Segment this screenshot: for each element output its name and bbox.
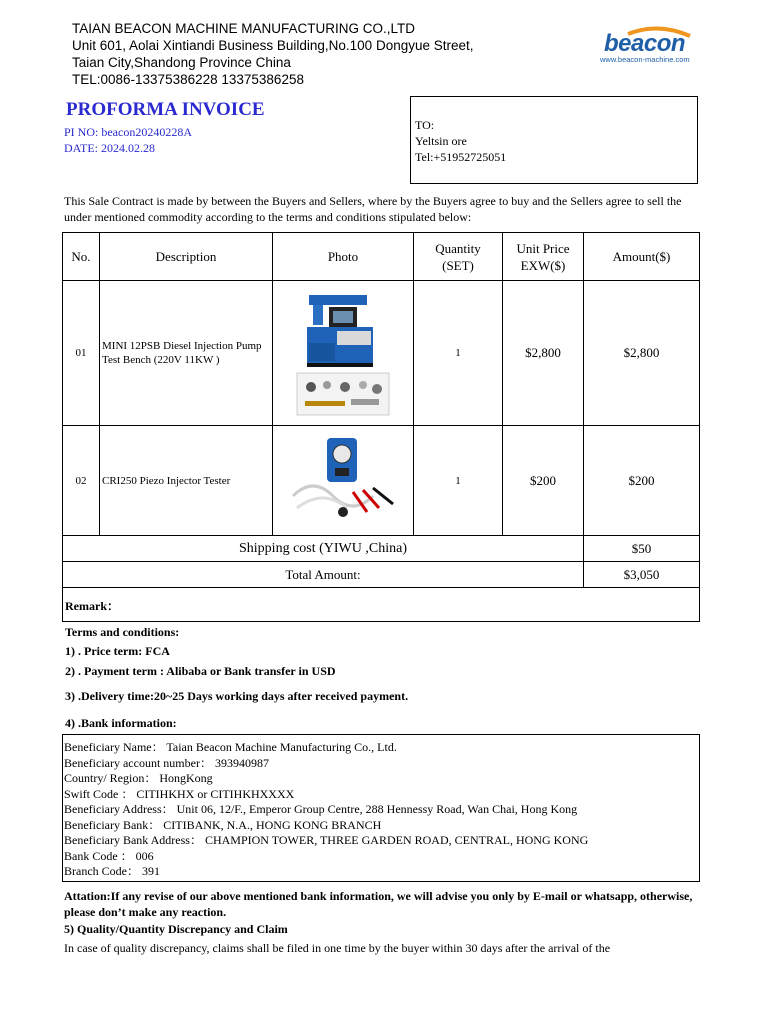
row-description: MINI 12PSB Diesel Injection Pump Test Bench (220V 11KW ) xyxy=(100,281,273,426)
shipping-amount: $50 xyxy=(584,536,700,562)
bank-line: Bank Code ： 006 xyxy=(64,848,154,863)
beacon-logo xyxy=(598,26,708,70)
shipping-row xyxy=(63,536,700,562)
bank-line: Beneficiary account number： 393940987 xyxy=(64,755,269,770)
price-term: 1) . Price term: FCA xyxy=(65,644,170,658)
row-photo xyxy=(273,426,414,536)
test-bench-photo-icon xyxy=(293,289,393,417)
bank-line: Beneficiary Bank： CITIBANK, N.A., HONG KONG BRANCH xyxy=(64,817,382,832)
quality-heading: 5) Quality/Quantity Discrepancy and Claim xyxy=(64,922,288,936)
attention-note: Attation:If any revise of our above mentioned bank information, we will advise you only by E-mail or whatsapp, otherwise, please don’t make any reaction. xyxy=(64,889,693,919)
table-header-row xyxy=(63,233,700,281)
bank-line: Beneficiary Address： Unit 06, 12/F., Emperor Group Centre, 288 Hennessy Road, Wan Chai, Hong Kong xyxy=(64,802,578,816)
recipient-tel: Tel:+51952725051 xyxy=(415,150,507,164)
logo-text: beacon xyxy=(604,30,686,57)
row-no: 01 xyxy=(63,281,100,426)
row-amount: $2,800 xyxy=(584,281,700,426)
header-description: Description xyxy=(100,233,273,281)
bank-line: Beneficiary Bank Address： CHAMPION TOWER, THREE GARDEN ROAD, CENTRAL, HONG KONG xyxy=(64,833,589,847)
bank-line: Country/ Region： HongKong xyxy=(64,771,213,785)
remark-box xyxy=(62,588,700,622)
injector-tester-photo-icon xyxy=(283,436,403,526)
items-table xyxy=(62,232,700,588)
delivery-term: 3) .Delivery time:20~25 Days working days after received payment. xyxy=(65,689,409,703)
total-label: Total Amount: xyxy=(63,562,584,588)
company-tel: TEL:0086-13375386228 13375386258 xyxy=(72,72,304,87)
company-address-line1: Unit 601, Aolai Xintiandi Business Building,No.100 Dongyue Street, xyxy=(72,38,474,53)
invoice-title: PROFORMA INVOICE xyxy=(66,99,265,120)
logo-url: www.beacon-machine.com xyxy=(600,55,690,64)
company-header xyxy=(72,20,474,88)
row-no: 02 xyxy=(63,426,100,536)
recipient-name: Yeltsin ore xyxy=(415,134,467,148)
recipient-box xyxy=(410,96,698,184)
table-row xyxy=(63,426,700,536)
bank-heading: 4) .Bank information: xyxy=(65,716,177,730)
row-description: CRI250 Piezo Injector Tester xyxy=(100,426,273,536)
claim-text: In case of quality discrepancy, claims shall be filed in one time by the buyer within 30 days after the arrival of the xyxy=(64,941,611,955)
remark-label: Remark： xyxy=(65,599,119,613)
table-row xyxy=(63,281,700,426)
to-label: TO: xyxy=(415,118,435,132)
row-quantity: 1 xyxy=(414,281,503,426)
row-unit-price: $200 xyxy=(503,426,584,536)
header-unit-price: Unit Price EXW($) xyxy=(503,233,584,281)
row-unit-price: $2,800 xyxy=(503,281,584,426)
bank-line: Branch Code： 391 xyxy=(64,864,160,878)
row-photo xyxy=(273,281,414,426)
row-amount: $200 xyxy=(584,426,700,536)
header-amount: Amount($) xyxy=(584,233,700,281)
terms-heading: Terms and conditions: xyxy=(65,625,180,639)
company-address-line2: Taian City,Shandong Province China xyxy=(72,55,291,70)
bank-line: Beneficiary Name： Taian Beacon Machine Manufacturing Co., Ltd. xyxy=(64,740,397,754)
payment-term: 2) . Payment term : Alibaba or Bank transfer in USD xyxy=(65,664,336,678)
header-photo: Photo xyxy=(273,233,414,281)
bank-line: Swift Code ： CITIHKHX or CITIHKHXXXX xyxy=(64,786,295,801)
header-no: No. xyxy=(63,233,100,281)
total-amount: $3,050 xyxy=(584,562,700,588)
row-quantity: 1 xyxy=(414,426,503,536)
contract-intro: This Sale Contract is made by between the Buyers and Sellers, where by the Buyers agree to buy and the Sellers agree to sell the under mentioned commodity according to the terms and conditions stipulated below: xyxy=(64,194,682,224)
shipping-label: Shipping cost (YIWU ,China) xyxy=(63,536,584,562)
invoice-date: DATE: 2024.02.28 xyxy=(64,141,155,155)
total-row xyxy=(63,562,700,588)
header-quantity: Quantity (SET) xyxy=(414,233,503,281)
pi-number: PI NO: beacon20240228A xyxy=(64,125,192,139)
bank-info-box xyxy=(62,734,700,882)
company-name: TAIAN BEACON MACHINE MANUFACTURING CO.,LTD xyxy=(72,21,416,36)
